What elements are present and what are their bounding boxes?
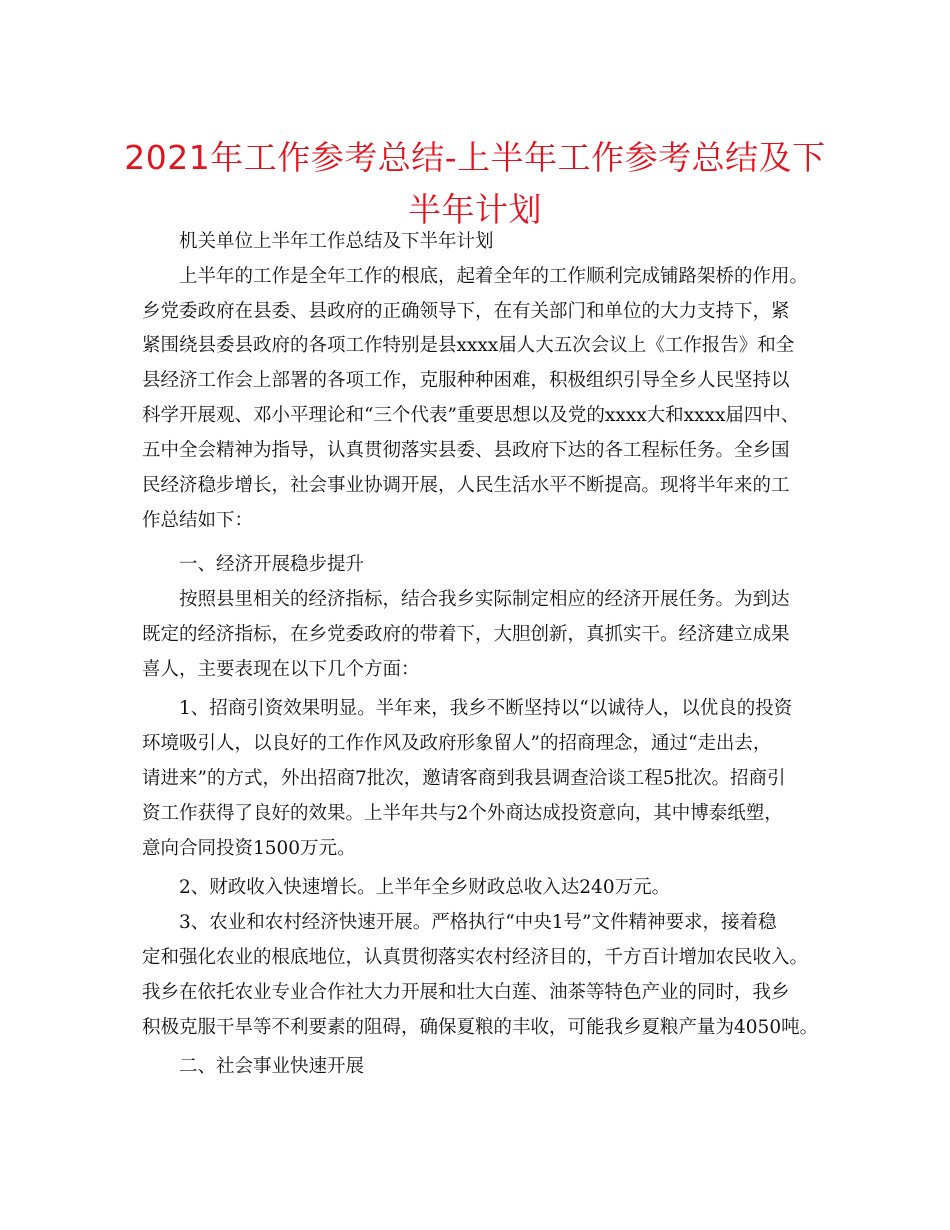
body-line: 既定的经济指标，在乡党委政府的带着下，大胆创新，真抓实干。经济建立成果: [142, 624, 790, 645]
document-title: [100, 132, 850, 236]
body-line: 积极克服干旱等不利要素的阻碍，确保夏粮的丰收，可能我乡夏粮产量为4050吨。: [142, 1017, 819, 1038]
body-line: 乡党委政府在县委、县政府的正确领导下，在有关部门和单位的大力支持下，紧: [142, 301, 790, 322]
section-heading: 二、社会事业快速开展: [179, 1056, 365, 1077]
body-line: 2、财政收入快速增长。上半年全乡财政总收入达240万元。: [179, 877, 671, 898]
body-line: 资工作获得了良好的效果。上半年共与2个外商达成投资意向，其中博泰纸塑，: [142, 803, 783, 824]
title-line-1: 2021年工作参考总结-上半年工作参考总结及下: [124, 138, 826, 177]
body-line: 紧围绕县委县政府的各项工作特别是县xxxx届人大五次会议上《工作报告》和全: [142, 335, 795, 356]
body-line: 民经济稳步增长，社会事业协调开展，人民生活水平不断提高。现将半年来的工: [142, 475, 790, 496]
body-line: 环境吸引人，以良好的工作作风及政府形象留人”的招商理念，通过“走出去，: [142, 733, 772, 754]
body-line: 作总结如下：: [142, 510, 254, 531]
body-line: 县经济工作会上部署的各项工作，克服种种困难，积极组织引导全乡人民坚持以: [142, 370, 790, 391]
body-line: 定和强化农业的根底地位，认真贯彻落实农村经济目的，千方百计增加农民收入。: [142, 947, 809, 968]
body-line: 喜人，主要表现在以下几个方面：: [142, 659, 420, 680]
title-line-2: 半年计划: [408, 190, 542, 229]
body-line: 1、招商引资效果明显。半年来，我乡不断坚持以“以诚待人，以优良的投资: [179, 698, 793, 719]
body-line: 五中全会精神为指导，认真贯彻落实县委、县政府下达的各工程标任务。全乡国: [142, 440, 790, 461]
body-line: 请进来”的方式，外出招商7批次，邀请客商到我县调查洽谈工程5批次。招商引: [142, 768, 786, 789]
body-line: 按照县里相关的经济指标，结合我乡实际制定相应的经济开展任务。为到达: [179, 589, 790, 610]
subtitle-line: 机关单位上半年工作总结及下半年计划: [179, 231, 494, 252]
section-heading: 一、经济开展稳步提升: [179, 554, 365, 575]
body-line: 科学开展观、邓小平理论和“三个代表”重要思想以及党的xxxx大和xxxx届四中、: [142, 405, 800, 426]
body-line: 我乡在依托农业专业合作社大力开展和壮大白莲、油茶等特色产业的同时，我乡: [142, 982, 790, 1003]
body-line: 意向合同投资1500万元。: [142, 838, 356, 859]
body-line: 3、农业和农村经济快速开展。严格执行“中央1号”文件精神要求，接着稳: [179, 912, 777, 933]
body-line: 上半年的工作是全年工作的根底，起着全年的工作顺利完成铺路架桥的作用。: [179, 266, 809, 287]
